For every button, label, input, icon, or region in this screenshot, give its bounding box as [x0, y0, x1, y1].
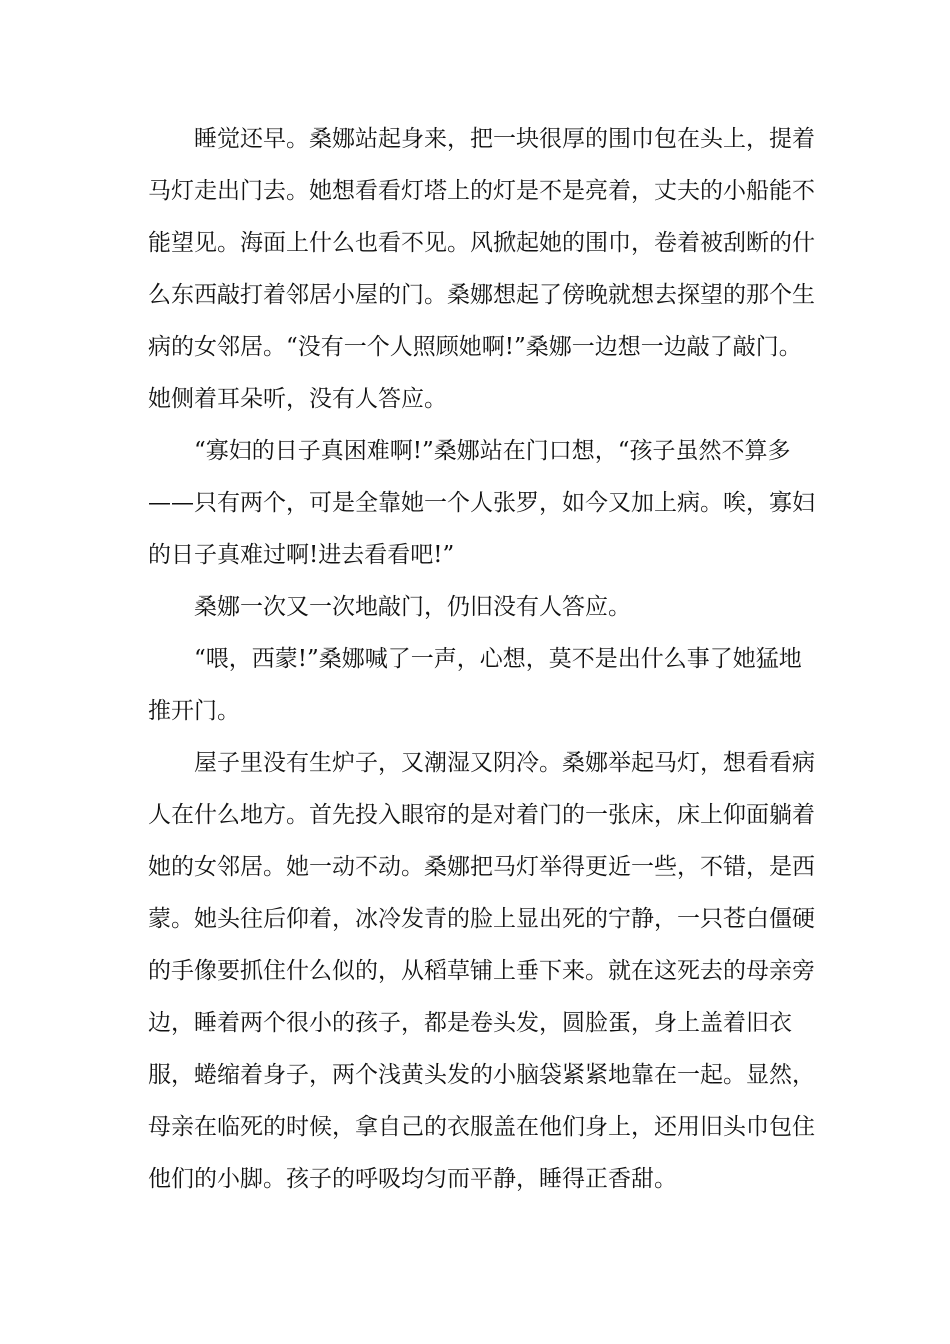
- text-line: 么东西敲打着邻居小屋的门。桑娜想起了傍晚就想去探望的那个生: [148, 282, 815, 308]
- text-line: 她侧着耳朵听，没有人答应。: [148, 386, 447, 412]
- text-line: 病的女邻居。“没有一个人照顾她啊!”桑娜一边想一边敲了敲门。: [148, 334, 802, 360]
- text-line: 屋子里没有生炉子，又潮湿又阴冷。桑娜举起马灯，想看看病: [194, 750, 815, 776]
- text-line: 的日子真难过啊!进去看看吧!”: [148, 542, 455, 568]
- text-line: 马灯走出门去。她想看看灯塔上的灯是不是亮着，丈夫的小船能不: [148, 178, 815, 204]
- paragraph-4: [148, 633, 803, 737]
- text-line: 服，蜷缩着身子，两个浅黄头发的小脑袋紧紧地靠在一起。显然，: [148, 1062, 815, 1088]
- text-line: 人在什么地方。首先投入眼帘的是对着门的一张床，床上仰面躺着: [148, 802, 815, 828]
- text-line: 边，睡着两个很小的孩子，都是卷头发，圆脸蛋，身上盖着旧衣: [148, 1010, 792, 1036]
- text-line: 睡觉还早。桑娜站起身来，把一块很厚的围巾包在头上，提着: [194, 126, 815, 152]
- paragraph-5: [148, 737, 815, 1205]
- paragraph-2: [148, 425, 815, 581]
- text-line: 母亲在临死的时候，拿自己的衣服盖在他们身上，还用旧头巾包住: [148, 1114, 815, 1140]
- text-line: 她的女邻居。她一动不动。桑娜把马灯举得更近一些，不错，是西: [148, 854, 815, 880]
- text-line: “喂，西蒙!”桑娜喊了一声，心想，莫不是出什么事了她猛地: [194, 646, 802, 672]
- text-line: “寡妇的日子真困难啊!”桑娜站在门口想，“孩子虽然不算多: [194, 438, 791, 464]
- text-line: 能望见。海面上什么也看不见。风掀起她的围巾，卷着被刮断的什: [148, 230, 815, 256]
- text-line: 他们的小脚。孩子的呼吸均匀而平静，睡得正香甜。: [148, 1166, 677, 1192]
- paragraph-3: [148, 581, 803, 633]
- text-line: 的手像要抓住什么似的，从稻草铺上垂下来。就在这死去的母亲旁: [148, 958, 815, 984]
- text-body: [148, 113, 815, 1205]
- text-line: 蒙。她头往后仰着，冰冷发青的脸上显出死的宁静，一只苍白僵硬: [148, 906, 815, 932]
- paragraph-1: [148, 113, 815, 425]
- text-line: 桑娜一次又一次地敲门，仍旧没有人答应。: [194, 594, 631, 620]
- text-line: 推开门。: [148, 698, 240, 724]
- text-line: ——只有两个，可是全靠她一个人张罗，如今又加上病。唉，寡妇: [148, 490, 815, 516]
